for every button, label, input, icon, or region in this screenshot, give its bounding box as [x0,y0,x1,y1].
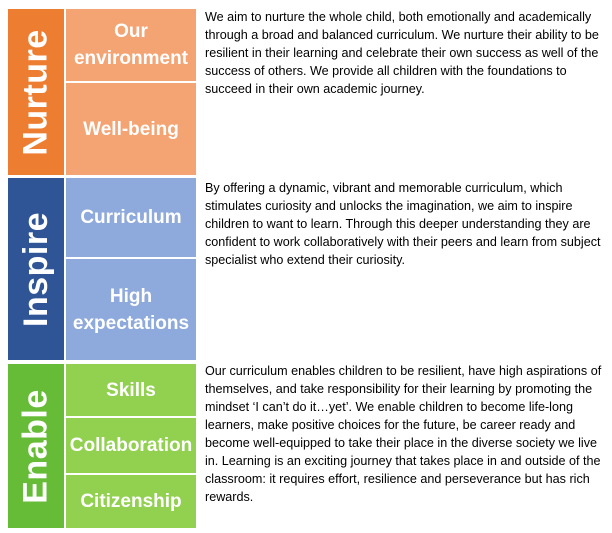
nurture-title: Nurture [16,28,55,156]
inspire-title: Inspire [16,211,55,327]
enable-title: Enable [16,388,55,504]
inspire-item-high-expectations [66,259,196,360]
inspire-item-label: High expectations [72,285,190,334]
enable-description: Our curriculum enables children to be resilient, have high aspirations of themselves, and take responsibility for their learning by promoting the mindset ‘I can’t do it…yet’. We enable children to become life-long learners, make positive choices for the future, be career ready and become well-equipped to take their place in the diverse society we live in. Learning is an exciting journey that takes place in and outside of the classroom: it requires effort, resilience and perseverance but has rich rewards. [205,364,602,504]
inspire-title-block [8,178,64,360]
inspire-item-label: Curriculum [80,207,182,228]
nurture-item-label: Our environment [73,21,189,69]
inspire-description: By offering a dynamic, vibrant and memorable curriculum, which stimulates curiosity and unlocks the imagination, we aim to inspire children to want to learn. Through this deeper understanding they are confident to work collaboratively with their peers and learn from subject specialist who extend their curiosity. [205,181,601,267]
enable-item-label: Citizenship [80,491,182,512]
enable-item-collaboration [66,418,196,473]
enable-title-block [8,364,64,528]
enable-item-label: Skills [106,379,156,401]
enable-item-skills [66,364,196,416]
nurture-title-block [8,9,64,175]
enable-item-label: Collaboration [69,435,193,456]
enable-item-citizenship [66,475,196,528]
nurture-item-well-being [66,83,196,175]
nurture-item-our-environment [66,9,196,81]
nurture-description: We aim to nurture the whole child, both emotionally and academically through a broad and balanced curriculum. We nurture their ability to be resilient in their learning and celebrate their own success as well of the success of others. We provide all children with the foundations to succeed in their own academic journey. [205,10,599,96]
inspire-item-curriculum [66,178,196,257]
nurture-item-label: Well-being [83,118,179,140]
